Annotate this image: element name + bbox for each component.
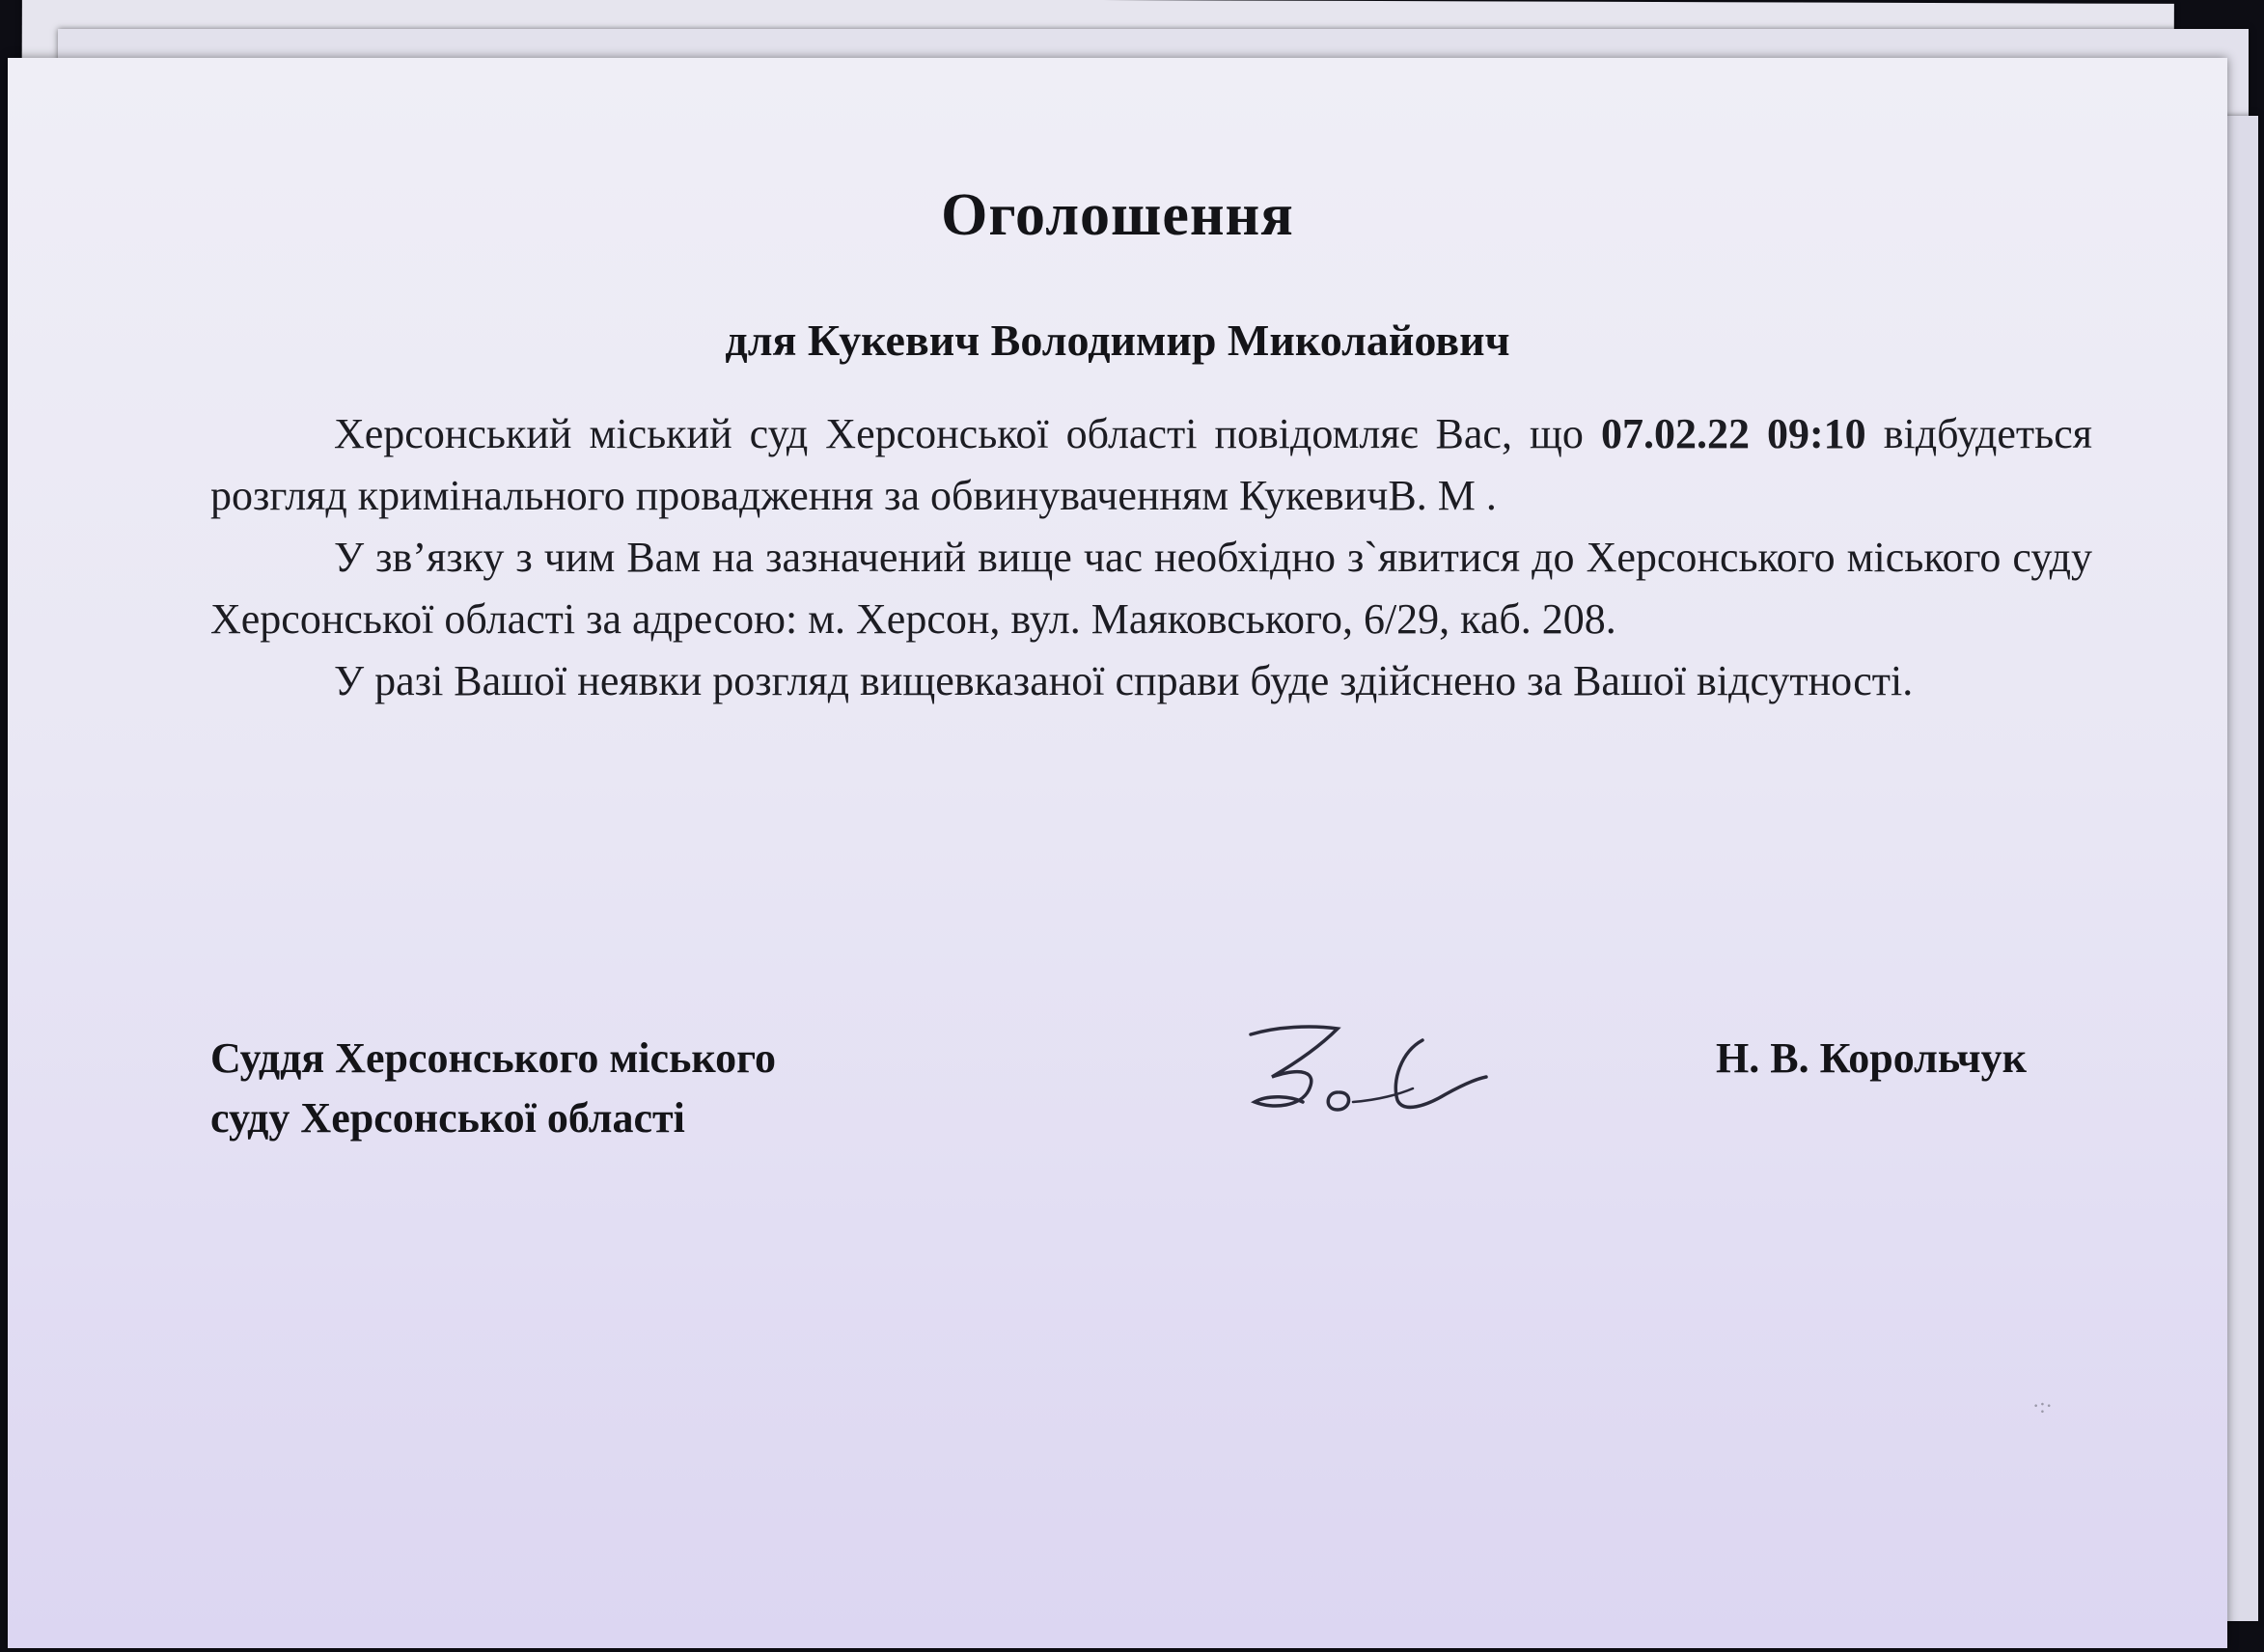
document-title: Оголошення — [941, 182, 1294, 248]
paragraph-hearing — [210, 403, 2092, 527]
position-line-2: суду Херсонської області — [210, 1094, 685, 1142]
handwritten-signature — [1233, 1013, 1494, 1139]
hearing-datetime: 07.02.22 09:10 — [1600, 410, 1866, 457]
addressee-line: для Кукевич Володимир Миколайович — [725, 316, 1510, 365]
signatory-name: Н. В. Корольчук — [1716, 1034, 2027, 1082]
hearing-details: відбудеться розгляд кримінального провадження за обвинуваченням КукевичВ. М . — [210, 410, 2092, 519]
notice-sheet — [8, 58, 2227, 1648]
paragraph-absence: У разі Вашої неявки розгляд вищевказаної справи буде здійснено за Вашої відсутності. — [334, 657, 1914, 704]
notice-body — [210, 403, 2092, 712]
hearing-intro: Херсонський міський суд Херсонської області повідомляє Вас, що — [334, 410, 1601, 457]
position-line-1: Суддя Херсонського міського — [210, 1034, 776, 1082]
paragraph-appearance: У зв’язку з чим Вам на зазначений вище час необхідно з`явитися до Херсонського міського суду Херсонської області за адресою: м. Херсон, вул. Маяковського, 6/29, каб. 208. — [210, 534, 2092, 643]
paper-speck: ·:· — [2032, 1393, 2053, 1418]
signatory-position — [210, 1029, 776, 1148]
